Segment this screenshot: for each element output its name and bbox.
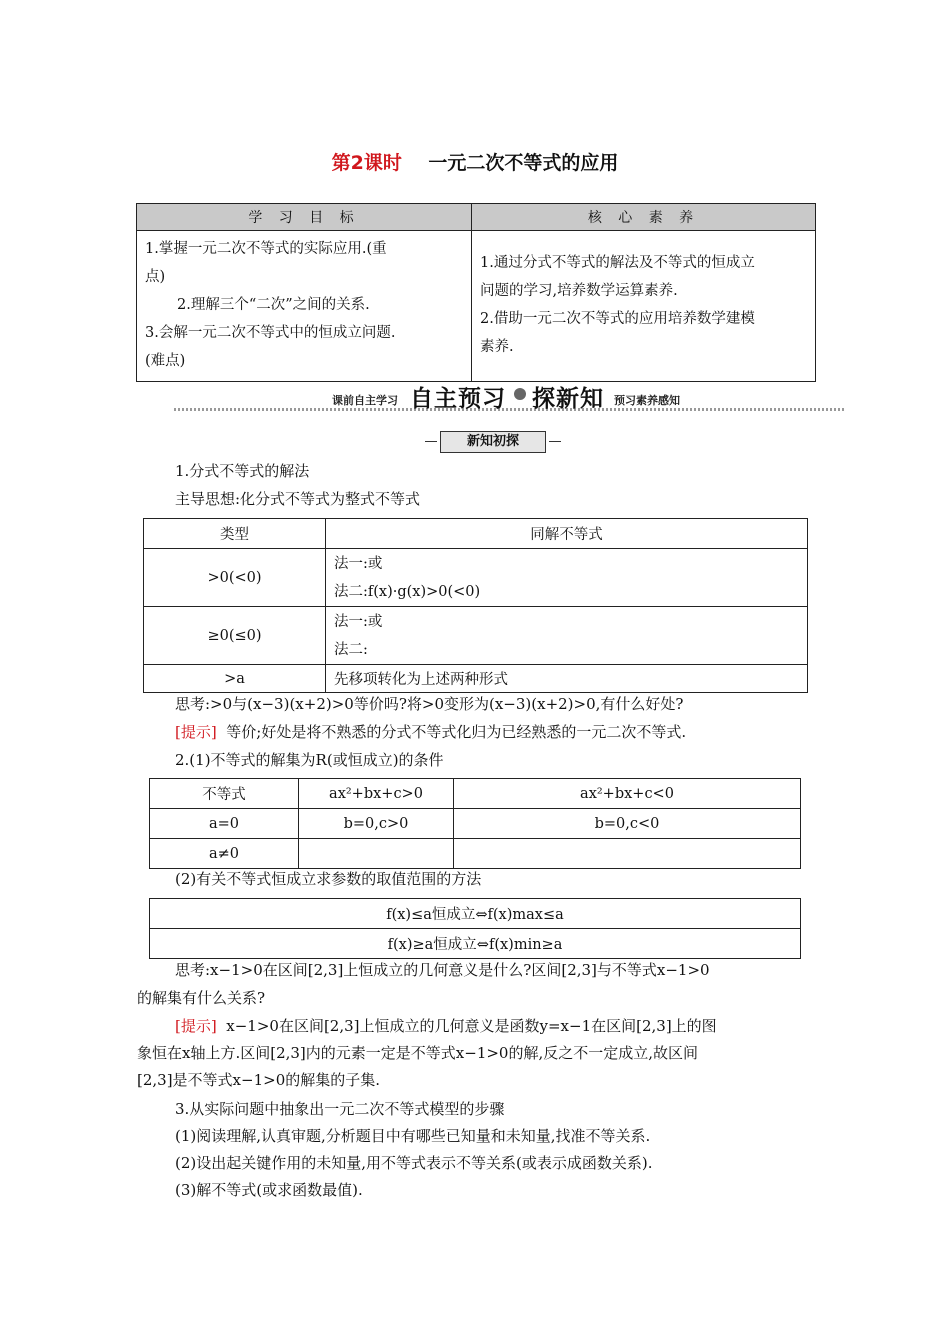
tip-2-line2: 象恒在x轴上方.区间[2,3]内的元素一定是不等式x−1>0的解,反之不一定成立,故区间	[137, 1044, 699, 1062]
banner-post: 预习素养感知	[614, 394, 680, 407]
objective-line: (难点)	[145, 353, 186, 369]
objectives-left-cell	[137, 231, 472, 382]
banner-main1: 自主预习	[410, 386, 506, 412]
t1-row1-method2: 法二:f(x)·g(x)>0(<0)	[334, 583, 481, 600]
tip-2-line1	[175, 1016, 717, 1036]
section-2-sub2: (2)有关不等式恒成立求参数的取值范围的方法	[175, 870, 482, 888]
t2-r2c3	[454, 839, 801, 869]
t1-row2-equiv	[326, 607, 808, 665]
objectives-right-cell	[472, 231, 816, 382]
section-2-title: 2.(1)不等式的解集为R(或恒成立)的条件	[175, 751, 444, 769]
t2-h1: 不等式	[150, 779, 299, 809]
banner-dotted-line	[174, 408, 846, 411]
think-2-line1: 思考:x−1>0在区间[2,3]上恒成立的几何意义是什么?区间[2,3]与不等式x−1>0	[175, 961, 710, 979]
t2-h2: ax²+bx+c>0	[299, 779, 454, 809]
section-3-title: 3.从实际问题中抽象出一元二次不等式模型的步骤	[175, 1100, 505, 1118]
t1-row1-method1: 法一:或	[334, 555, 383, 572]
banner-pre: 课前自主学习	[332, 394, 398, 407]
objective-line: 2.理解三个“二次”之间的关系.	[177, 297, 370, 313]
t1-header-equiv: 同解不等式	[326, 519, 808, 549]
think-1: 思考:>0与(x−3)(x+2)>0等价吗?将>0变形为(x−3)(x+2)>0,有什么好处?	[175, 695, 684, 713]
banner-main2: 探新知	[532, 386, 604, 412]
objective-line: 3.会解一元二次不等式中的恒成立问题.	[145, 325, 396, 341]
t1-row1-type: >0(<0)	[144, 549, 326, 607]
tip-1-label: [提示]	[175, 723, 217, 741]
lesson-topic: 一元二次不等式的应用	[428, 152, 619, 174]
t1-row2-method2: 法二:	[334, 641, 368, 658]
lesson-number: 第2课时	[331, 152, 402, 174]
tip-2-text: x−1>0在区间[2,3]上恒成立的几何意义是函数y=x−1在区间[2,3]上的图	[226, 1017, 717, 1035]
tip-2-line3: [2,3]是不等式x−1>0的解集的子集.	[137, 1071, 381, 1089]
t1-row3-equiv: 先移项转化为上述两种形式	[326, 665, 808, 693]
section-3-step3: (3)解不等式(或求函数最值).	[175, 1181, 363, 1199]
section-banner	[174, 380, 846, 414]
t1-row1-equiv	[326, 549, 808, 607]
t3-row2: f(x)≥a恒成立⇔f(x)min≥a	[150, 929, 801, 959]
think-2-line2: 的解集有什么关系?	[137, 989, 266, 1007]
new-knowledge-badge: 新知初探	[440, 431, 546, 453]
t2-r1c3: b=0,c<0	[454, 809, 801, 839]
literacy-line: 2.借助一元二次不等式的应用培养数学建模	[480, 311, 755, 327]
section-3-step2: (2)设出起关键作用的未知量,用不等式表示不等关系(或表示成函数关系).	[175, 1154, 653, 1172]
param-range-table	[149, 898, 801, 959]
t2-h3: ax²+bx+c<0	[454, 779, 801, 809]
t1-row3-type: >a	[144, 665, 326, 693]
t1-row2-type: ≥0(≤0)	[144, 607, 326, 665]
section-3-step1: (1)阅读理解,认真审题,分析题目中有哪些已知量和未知量,找准不等关系.	[175, 1127, 651, 1145]
section-1-title: 1.分式不等式的解法	[175, 462, 310, 480]
t2-r2c2	[299, 839, 454, 869]
objective-line: 点)	[145, 269, 166, 285]
tip-1-text: 等价;好处是将不熟悉的分式不等式化归为已经熟悉的一元二次不等式.	[226, 723, 687, 741]
objectives-head-left: 学 习 目 标	[137, 204, 472, 231]
section-1-idea: 主导思想:化分式不等式为整式不等式	[175, 490, 421, 508]
t2-r1c1: a=0	[150, 809, 299, 839]
t3-row1: f(x)≤a恒成立⇔f(x)max≤a	[150, 899, 801, 929]
literacy-line: 素养.	[480, 339, 514, 355]
literacy-line: 1.通过分式不等式的解法及不等式的恒成立	[480, 255, 755, 271]
fraction-inequality-table	[143, 518, 808, 693]
objectives-head-right: 核 心 素 养	[472, 204, 816, 231]
t1-row2-method1: 法一:或	[334, 613, 383, 630]
objective-line: 1.掌握一元二次不等式的实际应用.(重	[145, 241, 387, 257]
t1-header-type: 类型	[144, 519, 326, 549]
tip-1	[175, 722, 686, 742]
always-true-table	[149, 778, 801, 869]
objectives-table	[136, 203, 816, 382]
banner-arrow-icon	[514, 388, 526, 400]
literacy-line: 问题的学习,培养数学运算素养.	[480, 283, 678, 299]
tip-2-label: [提示]	[175, 1017, 217, 1035]
page-title	[0, 148, 950, 175]
t2-r2c1: a≠0	[150, 839, 299, 869]
t2-r1c2: b=0,c>0	[299, 809, 454, 839]
